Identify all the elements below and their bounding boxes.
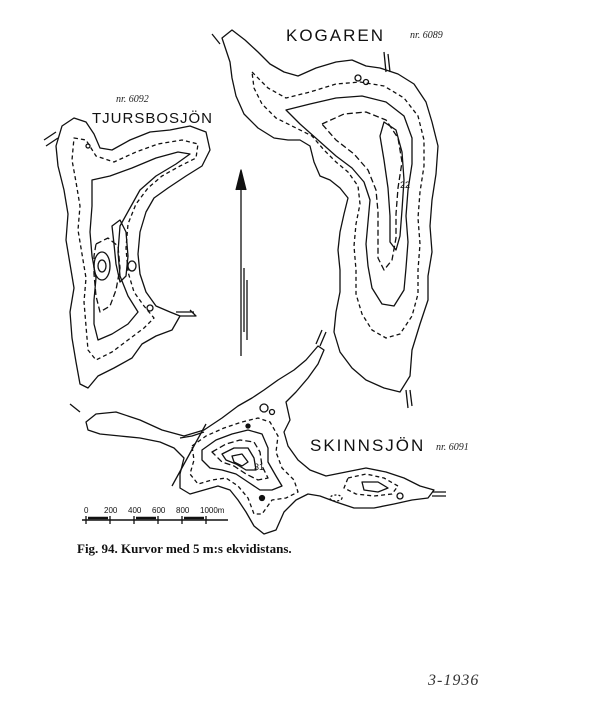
handwritten-note: 3-1936 bbox=[428, 672, 480, 689]
skinnsjon-name: SKINNSJÖN bbox=[310, 436, 426, 455]
scale-tick-200: 200 bbox=[104, 506, 118, 515]
scale-tick-600: 600 bbox=[152, 506, 166, 515]
scale-tick-400: 400 bbox=[128, 506, 142, 515]
kogaren-nr: nr. 6089 bbox=[410, 30, 443, 41]
kogaren-name: KOGAREN bbox=[286, 26, 386, 45]
tjursbosjon-name: TJURSBOSJÖN bbox=[92, 110, 214, 127]
tjursbosjon-lake bbox=[44, 118, 210, 388]
tjursbosjon-nr: nr. 6092 bbox=[116, 94, 149, 105]
north-arrow bbox=[236, 170, 247, 356]
scale-tick-1000m: 1000m bbox=[200, 506, 225, 515]
scale-tick-0: 0 bbox=[84, 506, 89, 515]
scale-bar bbox=[82, 516, 228, 524]
skinnsjon-nr: nr. 6091 bbox=[436, 442, 469, 453]
scale-tick-800: 800 bbox=[176, 506, 190, 515]
skinnsjon-max-depth: 31 bbox=[254, 462, 265, 472]
figure-caption: Fig. 94. Kurvor med 5 m:s ekvidistans. bbox=[77, 541, 292, 556]
kogaren-max-depth: 22 bbox=[400, 180, 411, 190]
kogaren-lake bbox=[212, 30, 438, 408]
